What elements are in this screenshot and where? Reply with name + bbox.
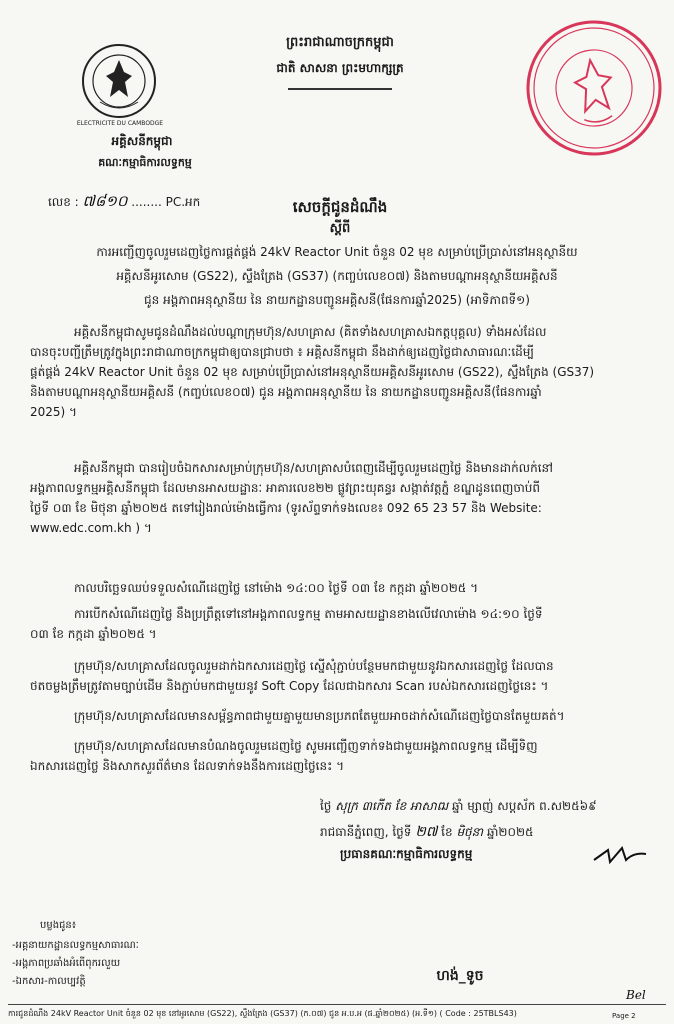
- footer-divider: [8, 1004, 666, 1005]
- place-prefix: រាជធានីភ្នំពេញ, ថ្ងៃទី: [320, 825, 412, 839]
- paragraph-3: កាលបរិច្ឆេទឈប់ទទួលសំណើដេញថ្លៃ នៅម៉ោង ១៤:០០ ថ្ងៃទី ០៣ ខែ កក្កដា ឆ្នាំ២០២៥ ។: [74, 581, 478, 595]
- p2-line: www.edc.com.kh ) ។: [30, 521, 152, 535]
- recipient-item: -អគ្គនាយកដ្ឋានលទ្ធកម្មសាធារណៈ: [12, 940, 139, 951]
- p2-line: ថ្ងៃទី ០៣ ខែ មិថុនា ឆ្នាំ២០២៥ តទៅរៀងរាល់ម៉ោងធ្វើការ (ទូរស័ព្ទទាក់ទងលេខ៖ 092 65 23 57 និង Website:: [30, 501, 542, 515]
- national-motto: ជាតិ សាសនា ព្រះមហាក្សត្រ: [276, 61, 404, 75]
- p2-line: អគ្គិសនីកម្ពុជា បានរៀបចំឯកសារសម្រាប់ក្រុមហ៊ុន/សហគ្រាសបំពេញដើម្បីចូលរួមដេញថ្លៃ និងមានដាក់លក់នៅ: [74, 461, 553, 475]
- paragraph-5: [30, 656, 646, 696]
- org-name: អគ្គិសនីកម្ពុជា: [111, 134, 173, 148]
- day-handwritten: ២៧: [415, 824, 438, 840]
- year: ឆ្នាំ២០២៥: [486, 825, 534, 839]
- lunar-date: [320, 798, 660, 816]
- month-handwritten: មិថុនា: [456, 825, 484, 839]
- ref-suffix: PC.អក: [165, 195, 201, 209]
- footer-page: Page 2: [612, 1012, 636, 1020]
- recipient-item: -ឯកសារ-កាលប្បវត្តិ: [12, 976, 86, 987]
- paragraph-4: [30, 604, 646, 644]
- signature: [590, 842, 650, 868]
- p1-line: និងតាមបណ្តាអនុស្ថានីយអគ្គិសនី (កញ្ចប់លេខ០៧) ជូន អង្គភាពអនុស្ថានីយ នៃ នាយកដ្ឋានបញ្ជូនអគ្គិសនី(ផែនការឆ្នាំ: [30, 385, 542, 399]
- p7-line: ក្រុមហ៊ុន/សហគ្រាសដែលមានបំណងចូលរួមដេញថ្លៃ សូមអញ្ជើញទាក់ទងជាមួយអង្គភាពលទ្ធកម្ម ដើម្បីទិញ: [74, 739, 538, 753]
- p4-line: ០៣ ខែ កក្កដា ឆ្នាំ២០២៥ ។: [30, 627, 157, 641]
- lunar-prefix: ថ្ងៃ: [320, 799, 332, 813]
- footer-initials: Bel: [626, 988, 646, 1002]
- signer-title-text: ប្រធានគណៈកម្មាធិការលទ្ធកម្ម: [340, 847, 473, 861]
- p4-line: ការបើកសំណើដេញថ្លៃ នឹងប្រព្រឹត្តទៅនៅអង្គភាពលទ្ធកម្ម តាមអាសយដ្ឋានខាងលើវេលាម៉ោង ១៤:១០ ថ្ងៃទី: [74, 607, 543, 621]
- lunar-handwritten: សុក្រ ៣កើត ខែ អាសាឍ: [335, 799, 449, 813]
- logo-caption: ELECTRICITE DU CAMBODGE: [76, 120, 164, 127]
- notice-subtitle: ស្តីពី: [329, 221, 351, 236]
- kingdom-heading: ព្រះរាជាណាចក្រកម្ពុជា: [286, 35, 394, 50]
- edc-logo: [80, 42, 158, 120]
- ref-prefix: លេខ :: [48, 195, 79, 209]
- signer-name: ហង់_ទូច: [436, 968, 484, 984]
- recipients-heading: បម្លងជូន៖: [40, 920, 77, 931]
- gregorian-date: [320, 822, 660, 843]
- p5-line: ក្រុមហ៊ុន/សហគ្រាសដែលចូលរួមដាក់ឯកសារដេញថ្លៃ ស្នើសុំភ្ជាប់បន្ថែមមកជាមួយនូវឯកសារដេញថ្លៃ ដែលបាន: [74, 659, 554, 673]
- paragraph-2: [30, 458, 646, 538]
- reference-number: [48, 192, 200, 214]
- subject-line-1: ការអញ្ជើញចូលរួមដេញថ្លៃការផ្គត់ផ្គង់ 24kV Reactor Unit ចំនួន 02 មុខ សម្រាប់ប្រើប្រាស់នៅអនុស្ថានីយ: [96, 245, 578, 259]
- p1-line: បានចុះបញ្ជីត្រឹមត្រូវក្នុងព្រះរាជាណាចក្រកម្ពុជាឲ្យបានជ្រាបថា ៖ អគ្គិសនីកម្ពុជា នឹងដាក់ឲ្យដេញថ្លៃជាសាធារណៈដើម្បី: [30, 345, 534, 359]
- paragraph-1: [30, 322, 646, 422]
- p5-line: ថតចម្លងត្រឹមត្រូវតាមច្បាប់ដើម និងភ្ជាប់មកជាមួយនូវ Soft Copy ដែលជាឯកសារ Scan របស់ឯកសារដេញថ្លៃនេះ ។: [30, 679, 549, 693]
- ref-dots: ........: [131, 195, 162, 209]
- ref-number-handwritten: ៧៨១០: [82, 192, 128, 210]
- p1-line: 2025) ។: [30, 405, 77, 419]
- notice-title: សេចក្តីជូនដំណឹង: [292, 198, 388, 216]
- org-unit: គណៈកម្មាធិការលទ្ធកម្ម: [98, 156, 192, 169]
- footer-text: ការជូនដំណឹង 24kV Reactor Unit ចំនួន 02 មុខ នៅអូរសោម (GS22), ស្ទឹងត្រែង (GS37) (ក.០៧) ជូន អ.ប.អ (ផ.ឆ្នាំ២០២៥) (អ.ទី១) ( Code : 25TBLS43): [8, 1009, 517, 1018]
- p2-line: អង្គភាពលទ្ធកម្មអគ្គិសនីកម្ពុជា ដែលមានអាសយដ្ឋានៈ អាគារលេខ២២ ផ្លូវព្រះយុគន្ធរ សង្កាត់វត្តភ្នំ ខណ្ឌដូនពេញចាប់ពី: [30, 481, 540, 495]
- month-prefix: ខែ: [441, 825, 453, 839]
- recipient-item: -អង្គភាពប្រឆាំងអំពើពុករលួយ: [12, 958, 121, 969]
- p7-line: ឯកសារដេញថ្លៃ និងសាកសួរព័ត៌មាន ដែលទាក់ទងនឹងការដេញថ្លៃនេះ ។: [30, 759, 345, 773]
- p1-line: អគ្គិសនីកម្ពុជាសូមជូនដំណឹងដល់បណ្តាក្រុមហ៊ុន/សហគ្រាស (គិតទាំងសហគ្រាសឯកត្តបុគ្គល) ទាំងអស់ដែល: [74, 325, 547, 339]
- official-seal: [515, 9, 673, 167]
- paragraph-7: [30, 736, 646, 776]
- subject-line-2: អគ្គិសនីអូរសោម (GS22), ស្ទឹងត្រែង (GS37) (កញ្ចប់លេខ០៧) និងតាមបណ្តាអនុស្ថានីយអគ្គិសនី: [116, 269, 558, 283]
- motto-ornament: [288, 82, 392, 90]
- subject-line-3: ជូន អង្គភាពអនុស្ថានីយ នៃ នាយកដ្ឋានបញ្ជូនអគ្គិសនី(ផែនការឆ្នាំ2025) (អាទិភាពទី១): [144, 293, 530, 307]
- lunar-suffix: ឆ្នាំ ម្សាញ់ សប្តស័ក ព.ស២៥៦៩: [451, 799, 597, 813]
- paragraph-6: ក្រុមហ៊ុន/សហគ្រាសដែលមានសម្ព័ន្ធភាពជាមួយគ្នាមួយមានប្រភពតែមួយអាចដាក់សំណើដេញថ្លៃបានតែមួយគត់។: [74, 709, 565, 723]
- p1-line: ផ្គត់ផ្គង់ 24kV Reactor Unit ចំនួន 02 មុខ សម្រាប់ប្រើប្រាស់នៅអនុស្ថានីយអគ្គិសនីអូរសោម (GS22), ស្ទឹងត្រែង (GS37): [30, 365, 595, 379]
